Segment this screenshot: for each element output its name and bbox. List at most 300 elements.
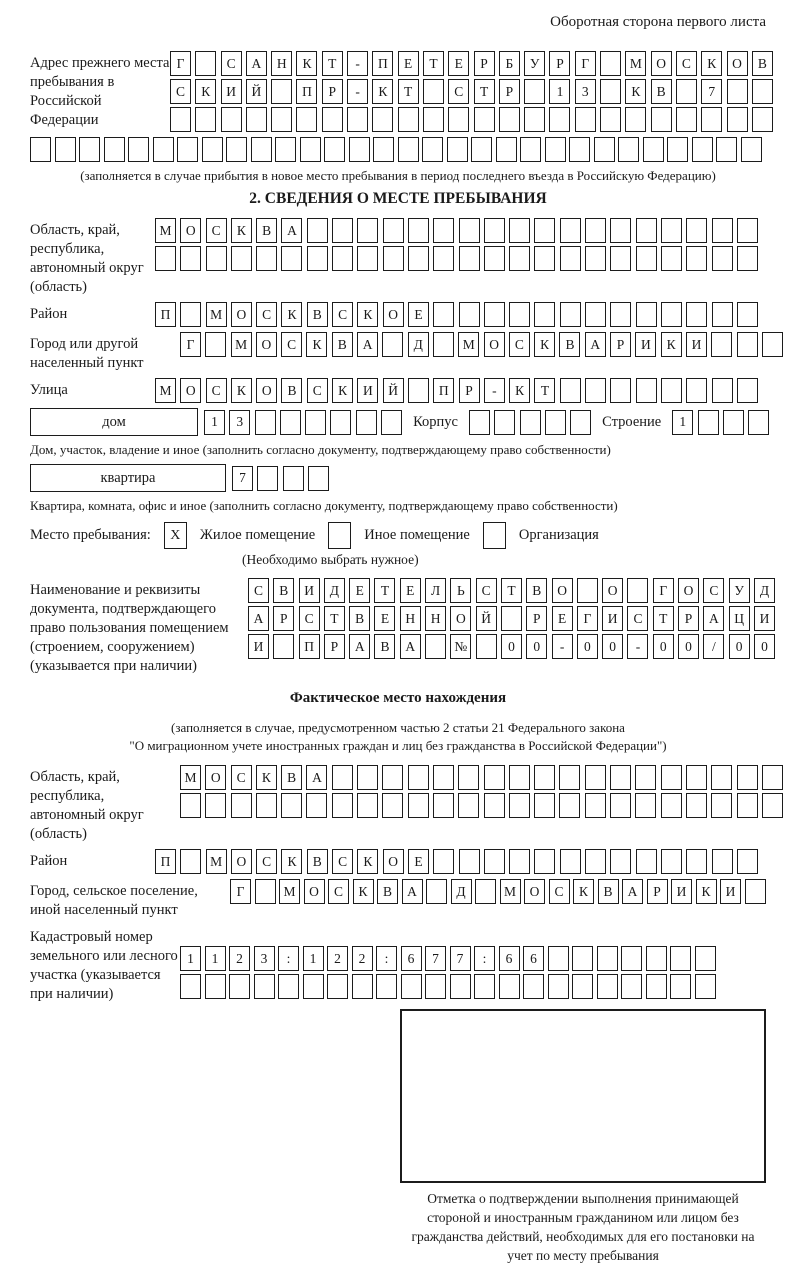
char-box[interactable] [408,378,429,403]
char-box[interactable]: Й [246,79,267,104]
char-box[interactable] [450,974,471,999]
char-box[interactable] [271,107,292,132]
char-box[interactable]: С [549,879,570,904]
char-box[interactable] [459,246,480,271]
char-box[interactable] [676,107,697,132]
char-box[interactable]: И [671,879,692,904]
char-box[interactable]: Т [423,51,444,76]
char-box[interactable]: Е [374,606,395,631]
char-box[interactable]: О [678,578,699,603]
char-box[interactable] [545,410,566,435]
char-box[interactable]: А [306,765,327,790]
char-box[interactable]: С [476,578,497,603]
char-box[interactable]: С [328,879,349,904]
char-box[interactable] [357,793,378,818]
char-box[interactable]: 1 [180,946,201,971]
char-box[interactable]: И [299,578,320,603]
char-box[interactable] [585,302,606,327]
char-box[interactable] [560,218,581,243]
char-box[interactable] [610,765,631,790]
char-box[interactable] [469,410,490,435]
char-box[interactable]: О [231,849,252,874]
char-box[interactable] [458,793,479,818]
char-box[interactable] [475,879,496,904]
char-box[interactable]: 7 [425,946,446,971]
char-box[interactable]: 0 [577,634,598,659]
char-box[interactable]: 3 [575,79,596,104]
char-box[interactable] [636,378,657,403]
char-box[interactable]: 1 [672,410,693,435]
char-box[interactable]: О [205,765,226,790]
char-box[interactable] [635,793,656,818]
char-box[interactable] [246,107,267,132]
char-box[interactable] [257,466,278,491]
char-box[interactable] [572,946,593,971]
char-box[interactable] [737,378,758,403]
char-box[interactable] [474,974,495,999]
char-box[interactable] [534,302,555,327]
char-box[interactable]: О [256,378,277,403]
char-box[interactable] [280,410,301,435]
char-box[interactable]: Д [408,332,429,357]
char-box[interactable] [712,849,733,874]
char-box[interactable]: С [206,218,227,243]
char-box[interactable] [520,137,541,162]
char-box[interactable] [597,946,618,971]
char-box[interactable] [423,107,444,132]
char-box[interactable]: 0 [602,634,623,659]
char-box[interactable]: 3 [254,946,275,971]
char-box[interactable]: М [206,849,227,874]
organizatsiya-checkbox[interactable] [483,522,506,549]
char-box[interactable]: - [552,634,573,659]
char-box[interactable]: Й [383,378,404,403]
char-box[interactable]: С [676,51,697,76]
char-box[interactable] [79,137,100,162]
char-box[interactable]: К [281,302,302,327]
char-box[interactable]: Д [754,578,775,603]
char-box[interactable]: И [635,332,656,357]
char-box[interactable] [383,246,404,271]
char-box[interactable] [296,107,317,132]
char-box[interactable]: О [450,606,471,631]
char-box[interactable]: Г [577,606,598,631]
char-box[interactable]: А [357,332,378,357]
char-box[interactable] [425,974,446,999]
char-box[interactable]: Ц [729,606,750,631]
char-box[interactable]: Н [271,51,292,76]
char-box[interactable]: 0 [653,634,674,659]
char-box[interactable] [459,849,480,874]
char-box[interactable]: М [180,765,201,790]
char-box[interactable]: О [304,879,325,904]
char-box[interactable] [433,849,454,874]
char-box[interactable] [575,107,596,132]
char-box[interactable]: К [306,332,327,357]
char-box[interactable] [661,793,682,818]
char-box[interactable] [381,410,402,435]
char-box[interactable] [572,974,593,999]
char-box[interactable]: О [256,332,277,357]
char-box[interactable] [509,246,530,271]
char-box[interactable]: Г [230,879,251,904]
char-box[interactable] [128,137,149,162]
char-box[interactable]: 6 [523,946,544,971]
char-box[interactable]: А [703,606,724,631]
char-box[interactable] [256,793,277,818]
char-box[interactable] [206,246,227,271]
char-box[interactable] [520,410,541,435]
char-box[interactable] [231,246,252,271]
char-box[interactable] [195,51,216,76]
char-box[interactable] [426,879,447,904]
char-box[interactable] [383,218,404,243]
char-box[interactable] [670,974,691,999]
char-box[interactable] [534,849,555,874]
char-box[interactable] [548,974,569,999]
char-box[interactable] [180,302,201,327]
char-box[interactable]: С [332,849,353,874]
char-box[interactable] [205,332,226,357]
char-box[interactable]: С [299,606,320,631]
char-box[interactable]: К [281,849,302,874]
char-box[interactable] [712,378,733,403]
char-box[interactable] [484,849,505,874]
char-box[interactable] [560,849,581,874]
char-box[interactable] [499,974,520,999]
char-box[interactable] [695,974,716,999]
char-box[interactable]: М [155,218,176,243]
char-box[interactable] [278,974,299,999]
char-box[interactable] [382,765,403,790]
char-box[interactable]: 3 [229,410,250,435]
char-box[interactable] [667,137,688,162]
char-box[interactable] [305,410,326,435]
char-box[interactable]: 1 [549,79,570,104]
char-box[interactable] [610,849,631,874]
char-box[interactable]: К [231,378,252,403]
char-box[interactable] [398,107,419,132]
char-box[interactable] [560,302,581,327]
char-box[interactable] [712,246,733,271]
char-box[interactable]: К [256,765,277,790]
char-box[interactable] [205,974,226,999]
char-box[interactable]: В [273,578,294,603]
char-box[interactable] [600,107,621,132]
char-box[interactable]: П [372,51,393,76]
char-box[interactable]: - [484,378,505,403]
char-box[interactable] [273,634,294,659]
char-box[interactable] [458,765,479,790]
char-box[interactable] [55,137,76,162]
char-box[interactable]: В [598,879,619,904]
char-box[interactable] [433,302,454,327]
char-box[interactable]: 0 [678,634,699,659]
char-box[interactable] [433,218,454,243]
char-box[interactable]: А [622,879,643,904]
char-box[interactable] [523,974,544,999]
char-box[interactable]: № [450,634,471,659]
char-box[interactable] [308,466,329,491]
char-box[interactable] [474,107,495,132]
char-box[interactable] [170,107,191,132]
char-box[interactable] [727,107,748,132]
char-box[interactable] [711,332,732,357]
char-box[interactable] [610,246,631,271]
char-box[interactable] [559,765,580,790]
char-box[interactable]: Е [408,849,429,874]
char-box[interactable] [459,302,480,327]
char-box[interactable] [643,137,664,162]
char-box[interactable]: С [509,332,530,357]
char-box[interactable]: Г [170,51,191,76]
char-box[interactable]: М [458,332,479,357]
char-box[interactable] [661,849,682,874]
char-box[interactable]: А [400,634,421,659]
char-box[interactable]: Е [398,51,419,76]
char-box[interactable] [600,51,621,76]
char-box[interactable] [307,246,328,271]
char-box[interactable]: М [155,378,176,403]
char-box[interactable]: Т [501,578,522,603]
char-box[interactable] [408,218,429,243]
char-box[interactable] [356,410,377,435]
char-box[interactable]: О [651,51,672,76]
char-box[interactable]: К [195,79,216,104]
char-box[interactable]: Е [552,606,573,631]
char-box[interactable] [610,378,631,403]
char-box[interactable]: А [281,218,302,243]
char-box[interactable] [251,137,272,162]
char-box[interactable] [382,793,403,818]
char-box[interactable]: М [500,879,521,904]
char-box[interactable] [221,107,242,132]
char-box[interactable]: Т [374,578,395,603]
char-box[interactable]: Д [451,879,472,904]
char-box[interactable] [686,302,707,327]
char-box[interactable] [255,879,276,904]
char-box[interactable] [255,410,276,435]
char-box[interactable]: В [349,606,370,631]
char-box[interactable] [509,849,530,874]
char-box[interactable]: К [509,378,530,403]
char-box[interactable] [177,137,198,162]
zhiloe-checkbox[interactable]: X [164,522,187,549]
char-box[interactable] [524,107,545,132]
char-box[interactable] [712,302,733,327]
char-box[interactable] [695,946,716,971]
char-box[interactable] [494,410,515,435]
char-box[interactable] [737,332,758,357]
char-box[interactable] [398,137,419,162]
char-box[interactable]: К [534,332,555,357]
char-box[interactable]: 6 [499,946,520,971]
char-box[interactable] [433,765,454,790]
char-box[interactable]: У [524,51,545,76]
char-box[interactable] [30,137,51,162]
char-box[interactable] [651,107,672,132]
char-box[interactable] [332,218,353,243]
char-box[interactable] [711,765,732,790]
char-box[interactable] [352,974,373,999]
char-box[interactable] [205,793,226,818]
char-box[interactable] [711,793,732,818]
char-box[interactable]: Е [448,51,469,76]
char-box[interactable] [501,606,522,631]
char-box[interactable]: К [357,849,378,874]
char-box[interactable] [636,246,657,271]
char-box[interactable] [376,974,397,999]
char-box[interactable] [534,218,555,243]
char-box[interactable]: А [402,879,423,904]
char-box[interactable] [524,79,545,104]
char-box[interactable]: С [448,79,469,104]
char-box[interactable] [408,793,429,818]
char-box[interactable] [600,79,621,104]
char-box[interactable]: С [281,332,302,357]
char-box[interactable]: И [720,879,741,904]
char-box[interactable] [748,410,769,435]
char-box[interactable] [180,974,201,999]
char-box[interactable] [737,218,758,243]
char-box[interactable]: Р [459,378,480,403]
char-box[interactable]: П [299,634,320,659]
char-box[interactable]: К [696,879,717,904]
char-box[interactable] [727,79,748,104]
char-box[interactable] [621,974,642,999]
char-box[interactable] [762,332,783,357]
char-box[interactable]: Р [273,606,294,631]
char-box[interactable] [597,974,618,999]
char-box[interactable] [372,107,393,132]
char-box[interactable]: : [376,946,397,971]
char-box[interactable] [307,218,328,243]
char-box[interactable] [723,410,744,435]
char-box[interactable] [202,137,223,162]
char-box[interactable] [585,765,606,790]
char-box[interactable] [627,578,648,603]
char-box[interactable] [635,765,656,790]
char-box[interactable]: К [231,218,252,243]
char-box[interactable]: 2 [229,946,250,971]
char-box[interactable] [762,765,783,790]
char-box[interactable] [447,137,468,162]
char-box[interactable]: : [278,946,299,971]
char-box[interactable] [577,578,598,603]
char-box[interactable]: Т [653,606,674,631]
char-box[interactable] [661,765,682,790]
char-box[interactable]: С [332,302,353,327]
char-box[interactable]: 7 [232,466,253,491]
char-box[interactable]: С [256,302,277,327]
char-box[interactable] [484,302,505,327]
char-box[interactable] [686,378,707,403]
char-box[interactable]: С [256,849,277,874]
char-box[interactable] [349,137,370,162]
char-box[interactable] [433,793,454,818]
char-box[interactable] [104,137,125,162]
char-box[interactable] [610,302,631,327]
char-box[interactable] [585,246,606,271]
char-box[interactable] [347,107,368,132]
char-box[interactable] [476,634,497,659]
char-box[interactable]: В [651,79,672,104]
char-box[interactable]: В [752,51,773,76]
char-box[interactable] [686,765,707,790]
char-box[interactable] [737,793,758,818]
char-box[interactable] [509,302,530,327]
char-box[interactable] [180,793,201,818]
char-box[interactable]: В [256,218,277,243]
char-box[interactable] [226,137,247,162]
char-box[interactable]: 0 [754,634,775,659]
char-box[interactable]: С [627,606,648,631]
char-box[interactable] [303,974,324,999]
char-box[interactable] [357,765,378,790]
char-box[interactable]: М [206,302,227,327]
char-box[interactable]: В [559,332,580,357]
char-box[interactable]: С [170,79,191,104]
char-box[interactable]: 7 [450,946,471,971]
char-box[interactable] [621,946,642,971]
char-box[interactable] [610,218,631,243]
char-box[interactable]: П [296,79,317,104]
char-box[interactable] [281,246,302,271]
char-box[interactable] [570,410,591,435]
char-box[interactable]: К [332,378,353,403]
char-box[interactable]: Р [678,606,699,631]
char-box[interactable]: Т [322,51,343,76]
char-box[interactable]: Р [499,79,520,104]
char-box[interactable] [692,137,713,162]
char-box[interactable]: Т [324,606,345,631]
char-box[interactable] [698,410,719,435]
char-box[interactable]: Е [349,578,370,603]
char-box[interactable]: П [155,302,176,327]
char-box[interactable] [231,793,252,818]
char-box[interactable] [686,218,707,243]
char-box[interactable]: А [246,51,267,76]
char-box[interactable] [661,302,682,327]
char-box[interactable]: Н [400,606,421,631]
char-box[interactable]: 6 [401,946,422,971]
char-box[interactable]: О [180,378,201,403]
char-box[interactable]: В [332,332,353,357]
char-box[interactable] [534,793,555,818]
char-box[interactable] [646,974,667,999]
char-box[interactable] [636,302,657,327]
char-box[interactable] [752,79,773,104]
char-box[interactable]: Б [499,51,520,76]
char-box[interactable] [283,466,304,491]
char-box[interactable]: 1 [205,946,226,971]
char-box[interactable] [433,246,454,271]
char-box[interactable]: В [281,765,302,790]
char-box[interactable]: : [474,946,495,971]
char-box[interactable]: / [703,634,724,659]
char-box[interactable]: К [357,302,378,327]
char-box[interactable] [585,793,606,818]
char-box[interactable]: Г [180,332,201,357]
char-box[interactable] [281,793,302,818]
char-box[interactable] [496,137,517,162]
char-box[interactable]: У [729,578,750,603]
char-box[interactable] [661,378,682,403]
char-box[interactable] [585,849,606,874]
char-box[interactable]: Е [408,302,429,327]
char-box[interactable]: О [383,849,404,874]
char-box[interactable] [545,137,566,162]
